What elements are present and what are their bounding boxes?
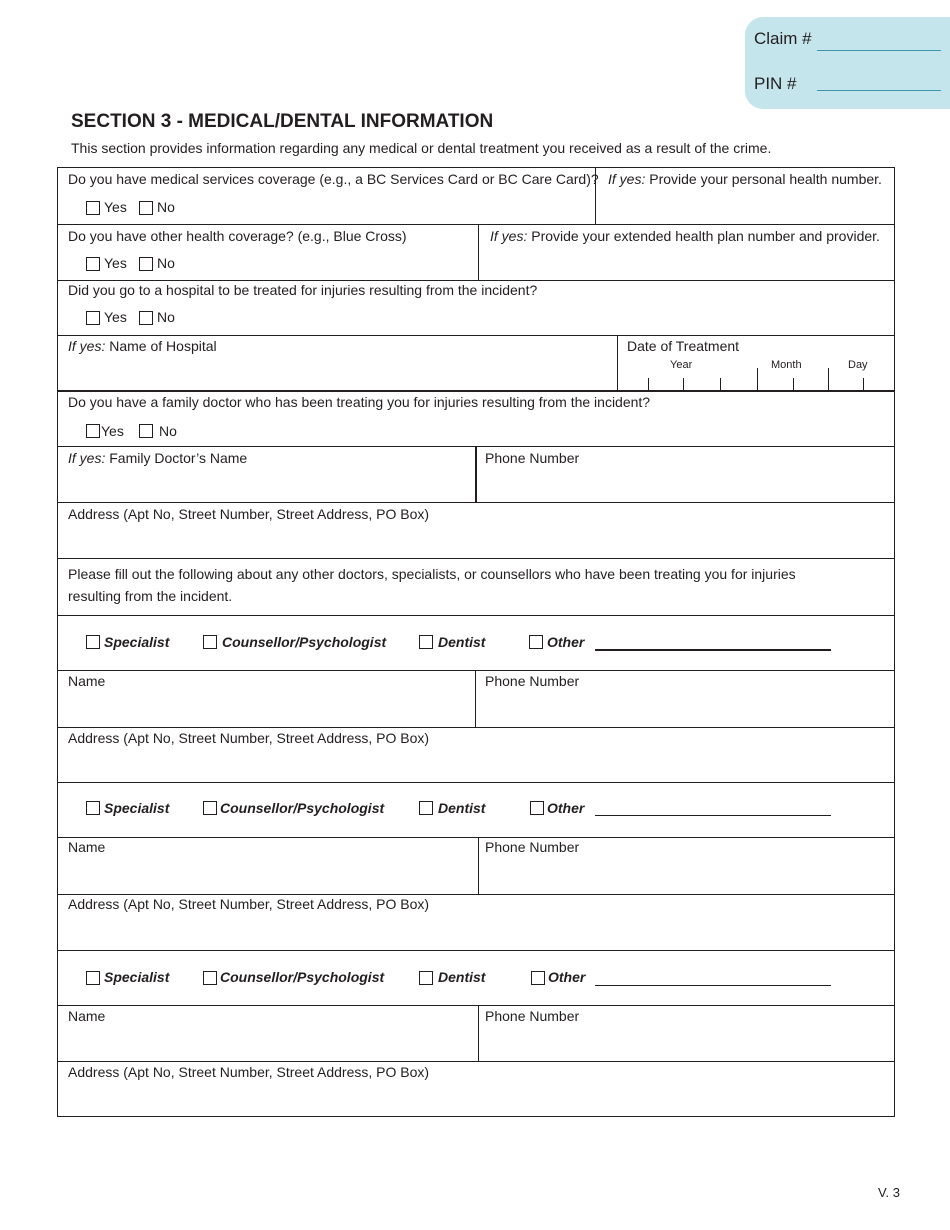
- divider: [58, 894, 894, 895]
- family-doctor-question: Do you have a family doctor who has been treating you for injuries resulting from the incident?: [68, 394, 651, 410]
- divider: [58, 390, 894, 392]
- hospital-yes-checkbox[interactable]: [86, 311, 100, 325]
- specialist-label: Specialist: [104, 969, 170, 985]
- hospital-name-label: Name of Hospital: [105, 338, 217, 354]
- divider: [58, 1005, 894, 1006]
- phone-number-label: Phone Number: [485, 839, 580, 855]
- pin-number-field[interactable]: [817, 90, 941, 91]
- health-number-field[interactable]: [608, 171, 882, 187]
- claim-number-label: Claim #: [754, 29, 812, 48]
- divider: [478, 1005, 479, 1061]
- other-label: Other: [547, 800, 585, 816]
- other-providers-instructions: Please fill out the following about any other doctors, specialists, or counsellors who have been treating you for injuries resulting from the incident.: [68, 566, 796, 604]
- date-tick: [828, 368, 829, 390]
- hospital-question: Did you go to a hospital to be treated for injuries resulting from the incident?: [68, 282, 538, 298]
- divider: [475, 446, 477, 502]
- family-doctor-phone-field[interactable]: [485, 450, 579, 466]
- provider-name-field[interactable]: [68, 673, 105, 689]
- other-label: Other: [547, 634, 585, 650]
- divider: [58, 782, 894, 783]
- section-title: SECTION 3 - MEDICAL/DENTAL INFORMATION: [71, 111, 494, 132]
- phone-number-label: Phone Number: [485, 1008, 580, 1024]
- counsellor-label: Counsellor/Psychologist: [220, 800, 385, 816]
- divider: [58, 837, 894, 838]
- dentist-label: Dentist: [438, 969, 486, 985]
- hospital-name-field[interactable]: [68, 338, 217, 354]
- hospital-no-checkbox[interactable]: [139, 311, 153, 325]
- dentist-checkbox[interactable]: [419, 971, 433, 985]
- other-coverage-no-checkbox[interactable]: [139, 257, 153, 271]
- divider: [58, 1061, 894, 1062]
- family-doctor-no-checkbox[interactable]: [139, 424, 153, 438]
- provider-phone-field[interactable]: [485, 1008, 579, 1024]
- other-specify-field[interactable]: [595, 985, 831, 986]
- divider: [58, 280, 894, 281]
- provider-address-field[interactable]: [68, 1064, 429, 1080]
- provider-name-field[interactable]: [68, 839, 105, 855]
- medical-coverage-yes-checkbox[interactable]: [86, 201, 100, 215]
- phone-number-label: Phone Number: [485, 673, 580, 689]
- divider: [58, 670, 894, 671]
- no-label: No: [159, 423, 177, 439]
- if-yes-label: If yes:: [68, 450, 106, 466]
- extended-plan-label: Provide your extended health plan number and provider.: [527, 228, 880, 244]
- date-tick: [757, 368, 758, 390]
- name-label: Name: [68, 839, 106, 855]
- provider-name-field[interactable]: [68, 1008, 105, 1024]
- medical-coverage-no-checkbox[interactable]: [139, 201, 153, 215]
- divider: [595, 168, 596, 224]
- if-yes-label: If yes:: [490, 228, 528, 244]
- other-checkbox[interactable]: [529, 635, 543, 649]
- day-label: Day: [848, 359, 868, 371]
- date-of-treatment-field[interactable]: [618, 368, 894, 390]
- other-specify-field[interactable]: [595, 649, 831, 651]
- specialist-label: Specialist: [104, 800, 170, 816]
- date-tick: [648, 378, 649, 390]
- divider: [58, 558, 894, 559]
- yes-label: Yes: [104, 199, 127, 215]
- yes-label: Yes: [104, 255, 127, 271]
- provider-phone-field[interactable]: [485, 673, 579, 689]
- other-coverage-yes-checkbox[interactable]: [86, 257, 100, 271]
- divider: [58, 224, 894, 225]
- counsellor-label: Counsellor/Psychologist: [220, 969, 385, 985]
- health-number-label: Provide your personal health number.: [645, 171, 882, 187]
- address-label: Address (Apt No, Street Number, Street Address, PO Box): [68, 506, 430, 522]
- specialist-checkbox[interactable]: [86, 801, 100, 815]
- family-doctor-name-field[interactable]: [68, 450, 247, 466]
- other-checkbox[interactable]: [530, 801, 544, 815]
- no-label: No: [157, 309, 175, 325]
- divider: [58, 335, 894, 336]
- no-label: No: [157, 199, 175, 215]
- dentist-checkbox[interactable]: [419, 635, 433, 649]
- address-label: Address (Apt No, Street Number, Street Address, PO Box): [68, 730, 430, 746]
- address-label: Address (Apt No, Street Number, Street Address, PO Box): [68, 1064, 430, 1080]
- counsellor-checkbox[interactable]: [203, 971, 217, 985]
- year-label: Year: [670, 359, 693, 371]
- divider: [58, 615, 894, 616]
- specialist-label: Specialist: [104, 634, 170, 650]
- date-of-treatment-label: Date of Treatment: [627, 338, 740, 354]
- other-label: Other: [548, 969, 586, 985]
- medical-coverage-question: Do you have medical services coverage (e.g., a BC Services Card or BC Care Card)?: [68, 171, 599, 187]
- date-tick: [863, 378, 864, 390]
- specialist-checkbox[interactable]: [86, 971, 100, 985]
- yes-label: Yes: [101, 423, 124, 439]
- other-checkbox[interactable]: [531, 971, 545, 985]
- date-tick: [793, 378, 794, 390]
- if-yes-label: If yes:: [68, 338, 106, 354]
- counsellor-checkbox[interactable]: [203, 635, 217, 649]
- divider: [58, 950, 894, 951]
- provider-address-field[interactable]: [68, 896, 429, 912]
- claim-number-field[interactable]: [817, 50, 941, 51]
- divider: [475, 670, 476, 727]
- family-doctor-yes-checkbox[interactable]: [86, 424, 100, 438]
- no-label: No: [157, 255, 175, 271]
- name-label: Name: [68, 673, 106, 689]
- provider-address-field[interactable]: [68, 730, 429, 746]
- address-label: Address (Apt No, Street Number, Street Address, PO Box): [68, 896, 430, 912]
- divider: [58, 727, 894, 728]
- divider: [58, 502, 894, 503]
- divider: [478, 837, 479, 894]
- specialist-checkbox[interactable]: [86, 635, 100, 649]
- section-description: This section provides information regarding any medical or dental treatment you received as a result of the crime.: [71, 140, 772, 156]
- date-tick: [720, 378, 721, 390]
- other-coverage-question: Do you have other health coverage? (e.g., Blue Cross): [68, 228, 407, 244]
- medical-form: [57, 167, 895, 1117]
- family-doctor-name-label: Family Doctor’s Name: [105, 450, 248, 466]
- pin-number-label: PIN #: [754, 74, 797, 93]
- if-yes-label: If yes:: [608, 171, 646, 187]
- name-label: Name: [68, 1008, 106, 1024]
- counsellor-label: Counsellor/Psychologist: [222, 634, 387, 650]
- counsellor-checkbox[interactable]: [203, 801, 217, 815]
- divider: [478, 224, 479, 280]
- dentist-label: Dentist: [438, 634, 486, 650]
- other-specify-field[interactable]: [595, 815, 831, 816]
- dentist-checkbox[interactable]: [419, 801, 433, 815]
- claim-pin-box: [745, 17, 950, 109]
- phone-number-label: Phone Number: [485, 450, 580, 466]
- date-tick: [683, 378, 684, 390]
- provider-phone-field[interactable]: [485, 839, 579, 855]
- extended-plan-field[interactable]: [490, 228, 880, 244]
- month-label: Month: [771, 359, 802, 371]
- dentist-label: Dentist: [438, 800, 486, 816]
- yes-label: Yes: [104, 309, 127, 325]
- form-version: V. 3: [878, 1185, 900, 1200]
- family-doctor-address-field[interactable]: [68, 506, 429, 522]
